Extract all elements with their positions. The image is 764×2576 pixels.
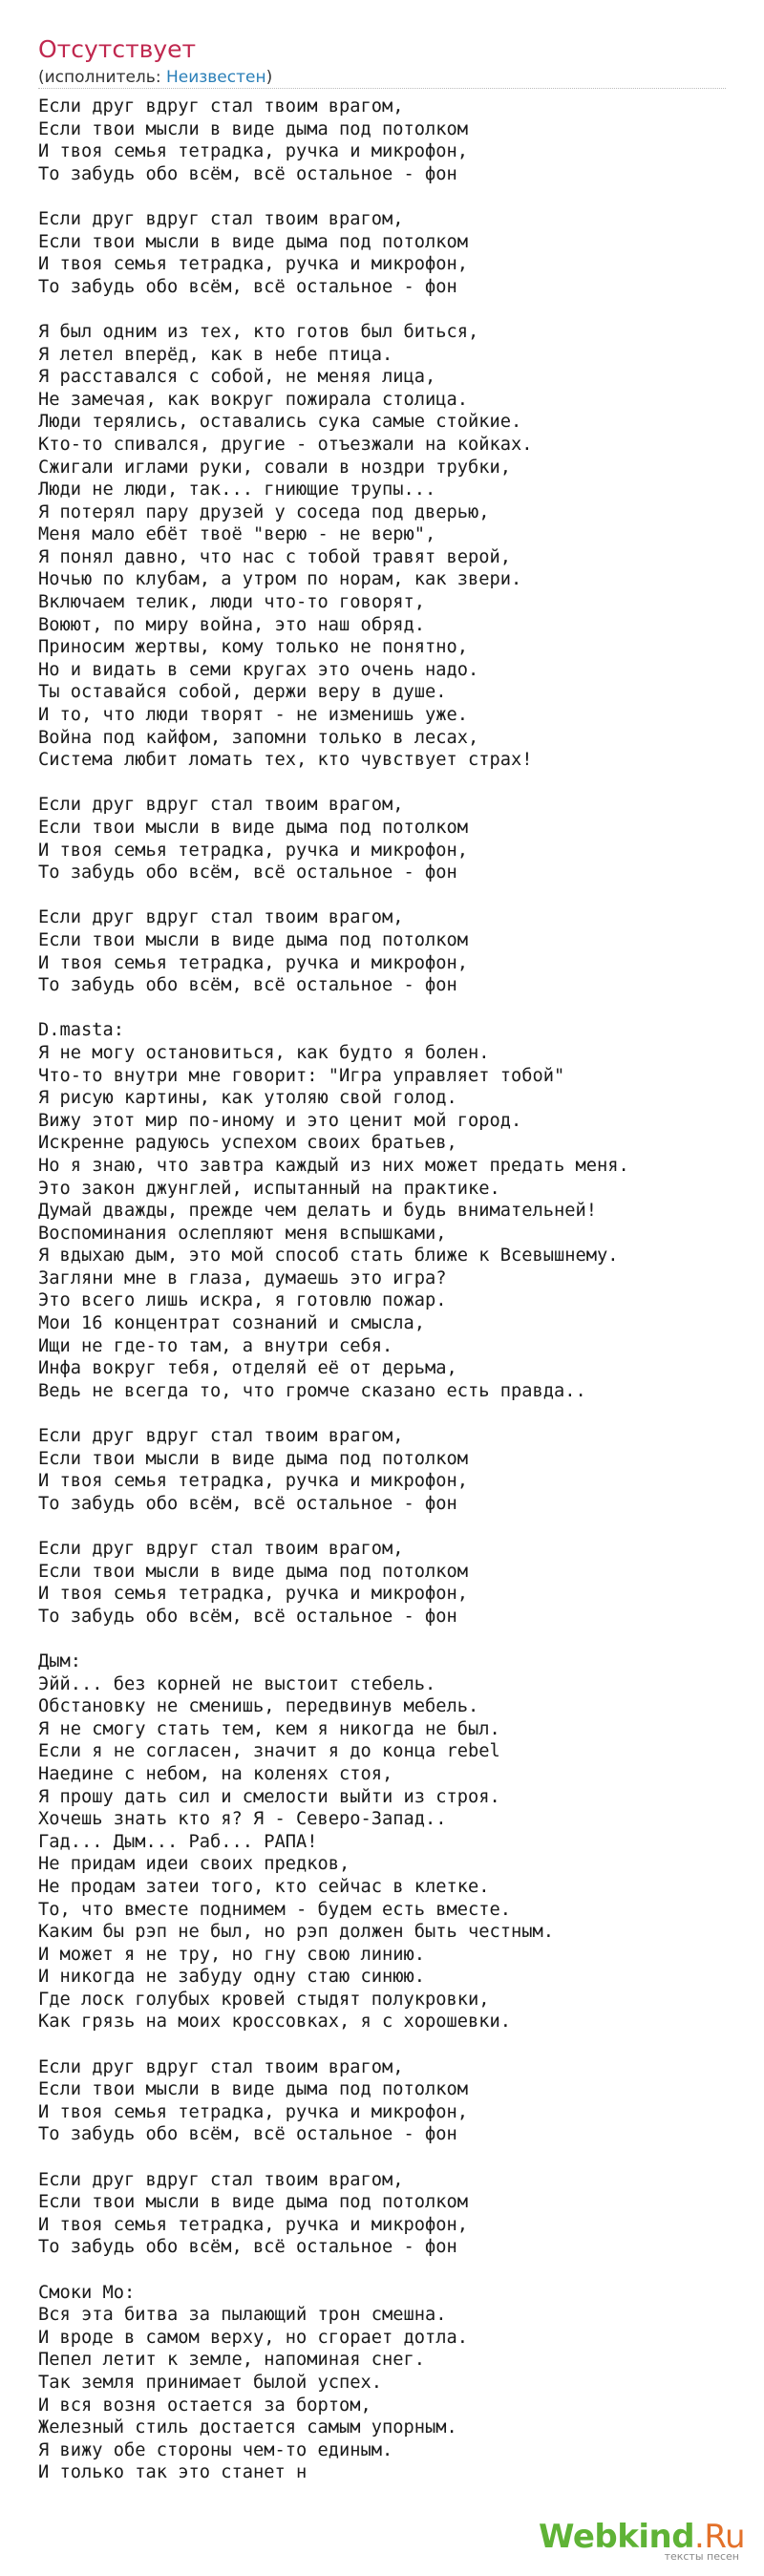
artist-line [38, 67, 726, 88]
artist-suffix: ) [265, 68, 273, 87]
logo-word-webkind: Webkind [539, 2518, 695, 2556]
lyrics-text: Если друг вдруг стал твоим врагом, Если твои мысли в виде дыма под потолком И твоя семья тетрадка, ручка и микрофон, То забудь обо всём, всё остальное - фон Если друг вдруг стал твоим врагом, Если твои мысли в виде дыма под потолком И твоя семья тетрадка, ручка и микрофон, То забудь обо всём, всё остальное - фон Я был одним из тех, кто готов был биться, Я летел вперёд, как в небе птица. Я расставался с собой, не меняя лица, Не замечая, как вокруг пожирала столица. Люди терялись, оставались сука самые стойкие. Кто-то спивался, другие - отъезжали на койках. Сжигали иглами руки, совали в ноздри трубки, Люди не люди, так... гниющие трупы... Я потерял пару друзей у соседа под дверью, Меня мало ебёт твоё "верю - не верю", Я понял давно, что нас с тобой травят верой, Ночью по клубам, а утром по норам, как звери. Включаем телик, люди что-то говорят, Воюют, по миру война, это наш обряд. Приносим жертвы, кому только не понятно, Но и видать в семи кругах это очень надо. Ты оставайся собой, держи веру в душе. И то, что люди творят - не изменишь уже. Война под кайфом, запомни только в лесах, Система любит ломать тех, кто чувствует страх! Если друг вдруг стал твоим врагом, Если твои мысли в виде дыма под потолком И твоя семья тетрадка, ручка и микрофон, То забудь обо всём, всё остальное - фон Если друг вдруг стал твоим врагом, Если твои мысли в виде дыма под потолком И твоя семья тетрадка, ручка и микрофон, То забудь обо всём, всё остальное - фон D.masta: Я не могу остановиться, как будто я болен. Что-то внутри мне говорит: "Игра управляет тобой" Я рисую картины, как утоляю свой голод. Вижу этот мир по-иному и это ценит мой город. Искренне радуюсь успехом своих братьев, Но я знаю, что завтра каждый из них может предать меня. Это закон джунглей, испытанный на практике. Думай дважды, прежде чем делать и будь внимательней! Воспоминания ослепляют меня вспышками, Я вдыхаю дым, это мой способ стать ближе к Всевышнему. Загляни мне в глаза, думаешь это игра? Это всего лишь искра, я готовлю пожар. Мои 16 концентрат сознаний и смысла, Ищи не где-то там, а внутри себя. Инфа вокруг тебя, отделяй её от дерьма, Ведь не всегда то, что громче сказано есть правда.. Если друг вдруг стал твоим врагом, Если твои мысли в виде дыма под потолком И твоя семья тетрадка, ручка и микрофон, То забудь обо всём, всё остальное - фон Если друг вдруг стал твоим врагом, Если твои мысли в виде дыма под потолком И твоя семья тетрадка, ручка и микрофон, То забудь обо всём, всё остальное - фон Дым: Эйй... без корней не выстоит стебель. Обстановку не сменишь, передвинув мебель. Я не смогу стать тем, кем я никогда не был. Если я не согласен, значит я до конца rebel Наедине с небом, на коленях стоя, Я прошу дать сил и смелости выйти из строя. Хочешь знать кто я? Я - Северо-Запад.. Гад... Дым... Раб... РАПА! Не придам идеи своих предков, Не продам затеи того, кто сейчас в клетке. То, что вместе поднимем - будем есть вместе. Каким бы рэп не был, но рэп должен быть честным. И может я не тру, но гну свою линию. И никогда не забуду одну стаю синюю. Где лоск голубых кровей стыдят полукровки, Как грязь на моих кроссовках, я с хорошевки. Если друг вдруг стал твоим врагом, Если твои мысли в виде дыма под потолком И твоя семья тетрадка, ручка и микрофон, То забудь обо всём, всё остальное - фон Если друг вдруг стал твоим врагом, Если твои мысли в виде дыма под потолком И твоя семья тетрадка, ручка и микрофон, То забудь обо всём, всё остальное - фон Смоки Мо: Вся эта битва за пылающий трон смешна. И вроде в самом верху, но сгорает дотла. Пепел летит к земле, напоминая снег. Так земля принимает былой успех. И вся возня остается за бортом, Железный стиль достается самым упорным. Я вижу обе стороны чем-то единым. И только так это станет н [38, 96, 629, 2483]
song-title: Отсутствует [38, 35, 197, 63]
song-header [38, 34, 726, 88]
header-divider [38, 88, 726, 89]
logo-tagline: тексты песен [664, 2550, 739, 2563]
artist-prefix: (исполнитель: [38, 68, 166, 87]
artist-link[interactable]: Неизвестен [165, 68, 266, 87]
logo-wordmark [539, 2520, 745, 2554]
logo-word-ru: .Ru [694, 2518, 745, 2556]
site-logo[interactable] [539, 2520, 745, 2563]
